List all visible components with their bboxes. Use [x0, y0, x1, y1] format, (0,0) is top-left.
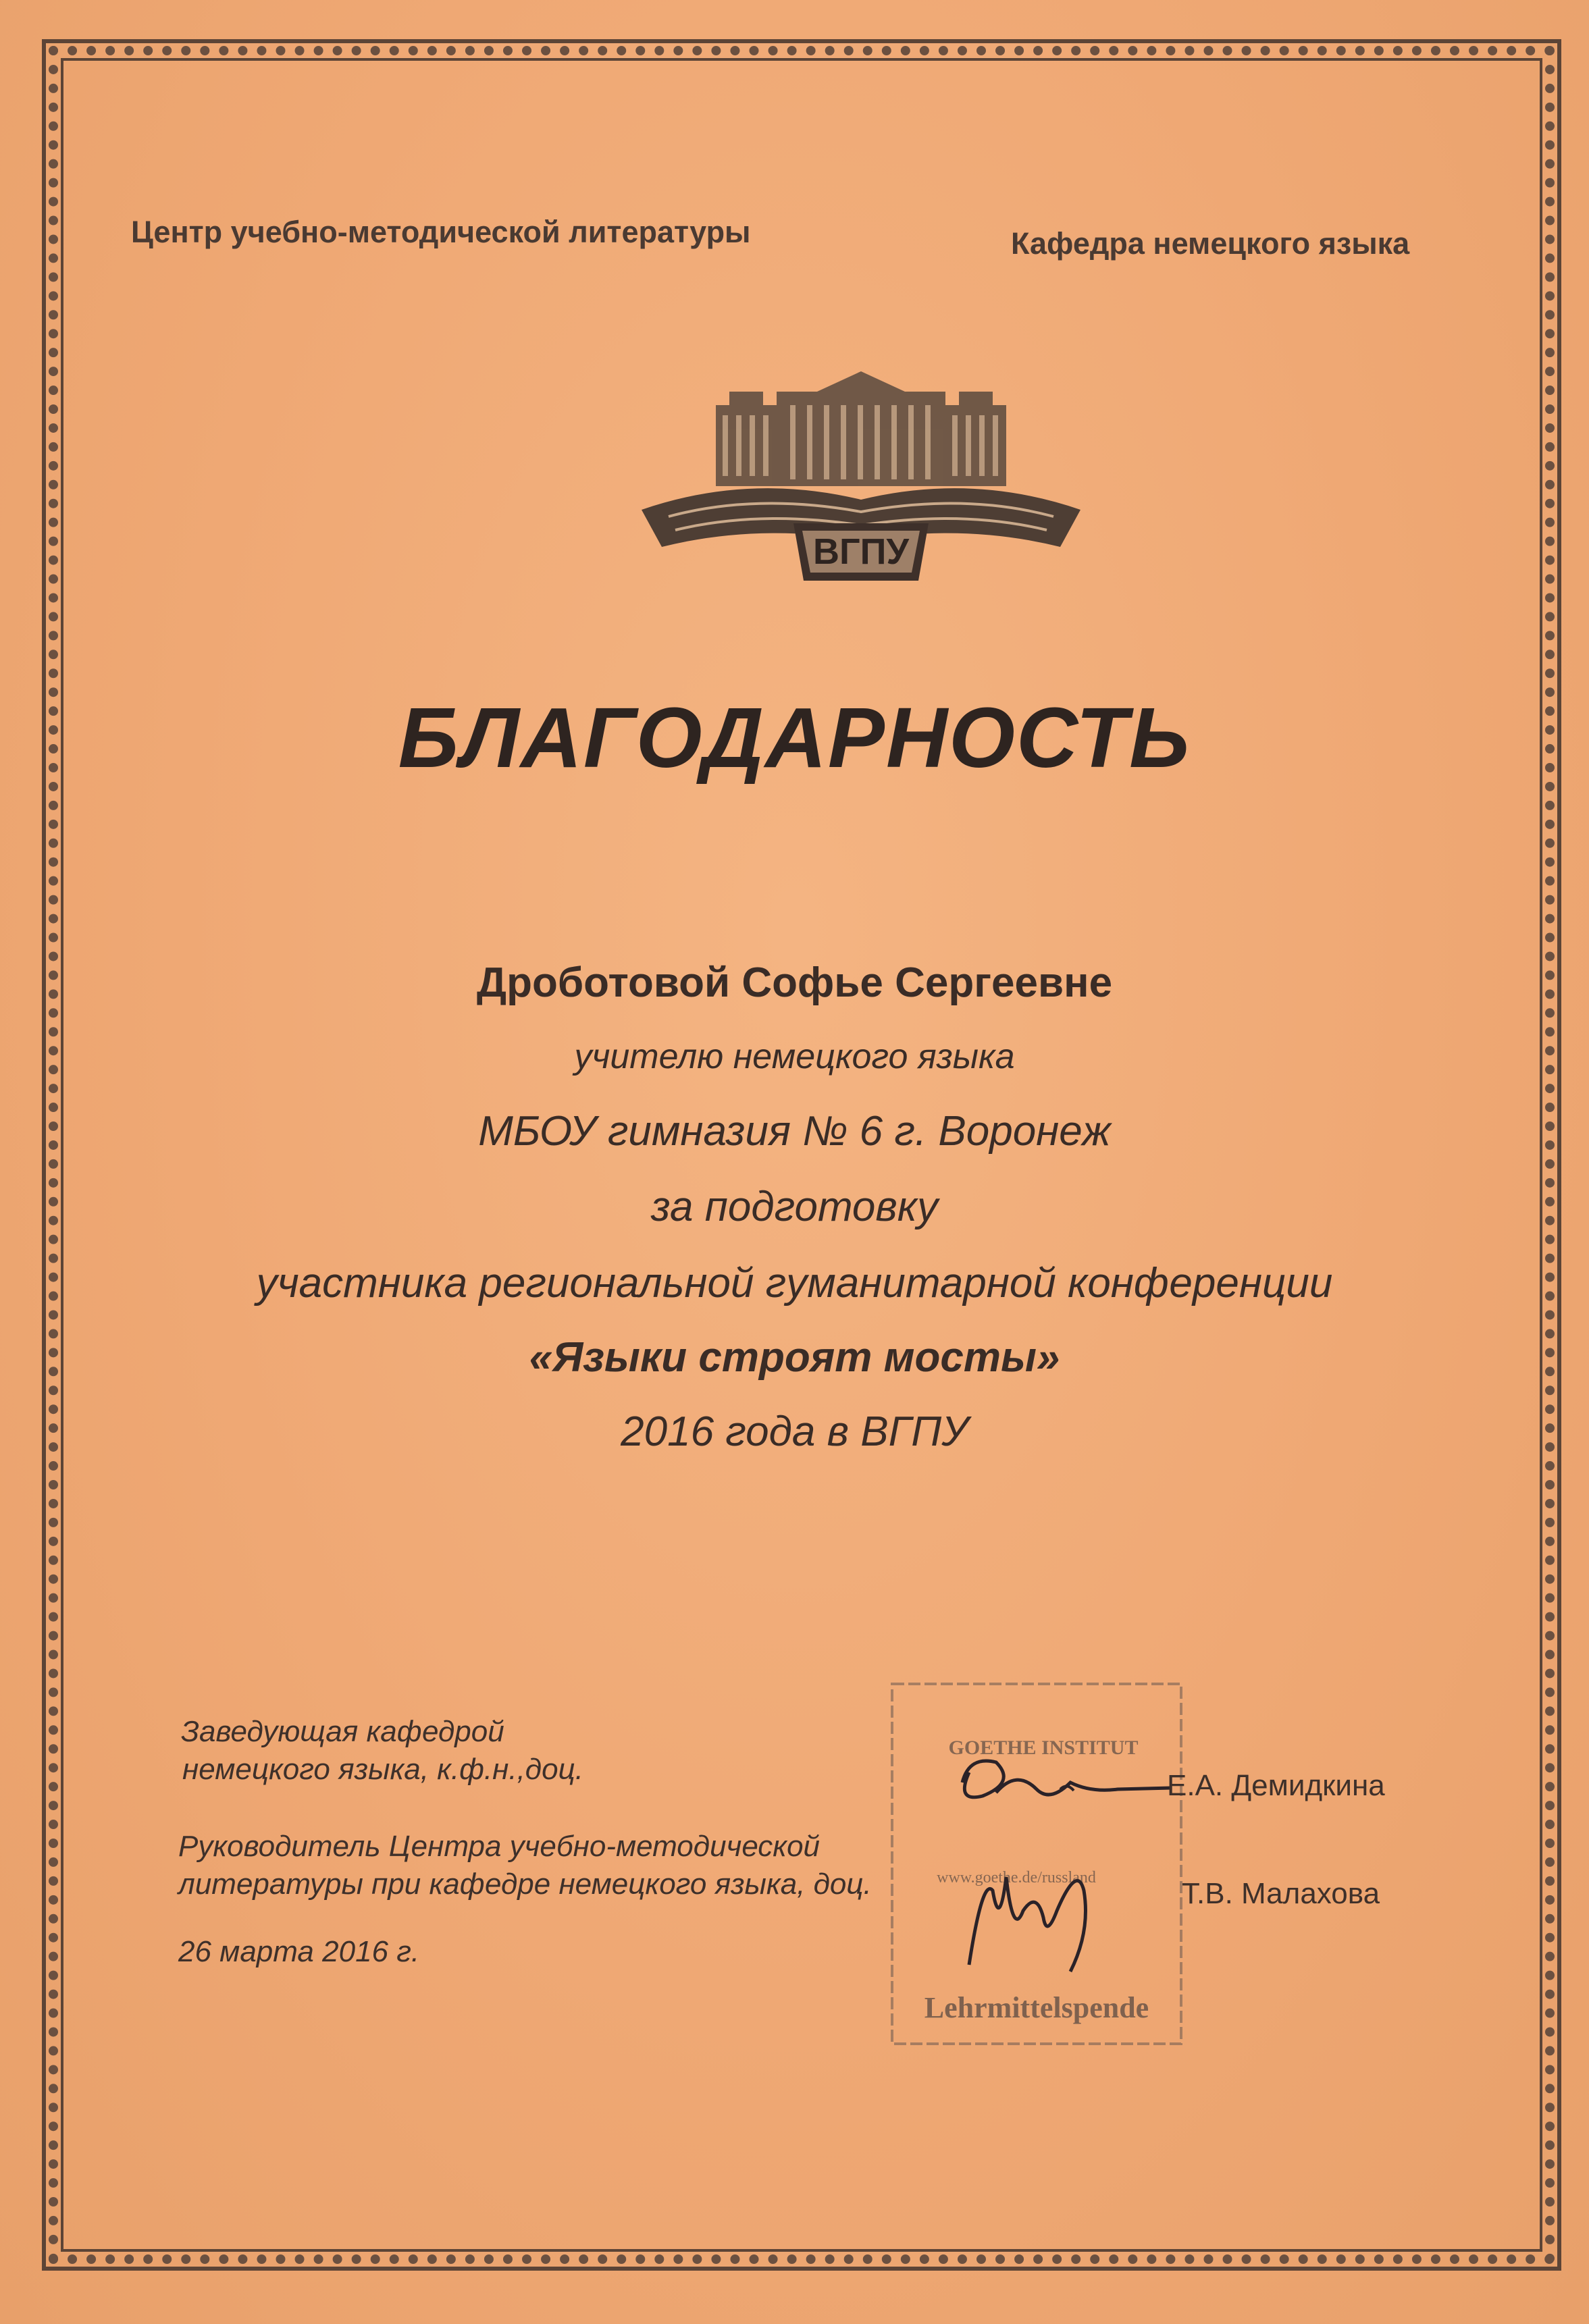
issue-date: 26 марта 2016 г.	[178, 1935, 420, 1968]
signature-malakhova	[942, 1850, 1145, 1978]
signer2-name: Т.В. Малахова	[1182, 1877, 1380, 1910]
vgpu-logo	[628, 365, 1094, 594]
signer1-title-line1: Заведующая кафедрой	[181, 1715, 504, 1748]
header-left-text: Центр учебно-методической литературы	[131, 215, 751, 249]
year-text: 2016 года в ВГПУ	[621, 1408, 968, 1455]
signer1-name: Е.А. Демидкина	[1167, 1769, 1385, 1802]
signer2-title-line2: литературы при кафедре немецкого языка, доц.	[178, 1868, 872, 1901]
stamp-bottom-text: Lehrmittelspende	[924, 1991, 1149, 2024]
participant-text: участника региональной гуманитарной конференции	[256, 1260, 1333, 1306]
conference-name: «Языки строят мосты»	[529, 1334, 1060, 1381]
recipient-name: Дроботовой Софье Сергеевне	[476, 959, 1113, 1006]
stamp-middle-text: www.goethe.de/russland	[937, 1869, 1096, 1886]
signer1-title-line2: немецкого языка, к.ф.н.,доц.	[182, 1753, 583, 1786]
recipient-school: МБОУ гимназия № 6 г. Воронеж	[478, 1108, 1111, 1155]
logo-text: ВГПУ	[812, 531, 910, 572]
stamp-top-text: GOETHE INSTITUT	[948, 1737, 1139, 1759]
reason-text: за подготовку	[650, 1184, 939, 1230]
certificate-title: БЛАГОДАРНОСТЬ	[398, 690, 1191, 785]
header-right-text: Кафедра немецкого языка	[1011, 226, 1410, 261]
signer2-title-line1: Руководитель Центра учебно-методической	[178, 1830, 820, 1863]
signature-demidkina	[942, 1742, 1178, 1823]
recipient-position: учителю немецкого языка	[574, 1037, 1015, 1076]
